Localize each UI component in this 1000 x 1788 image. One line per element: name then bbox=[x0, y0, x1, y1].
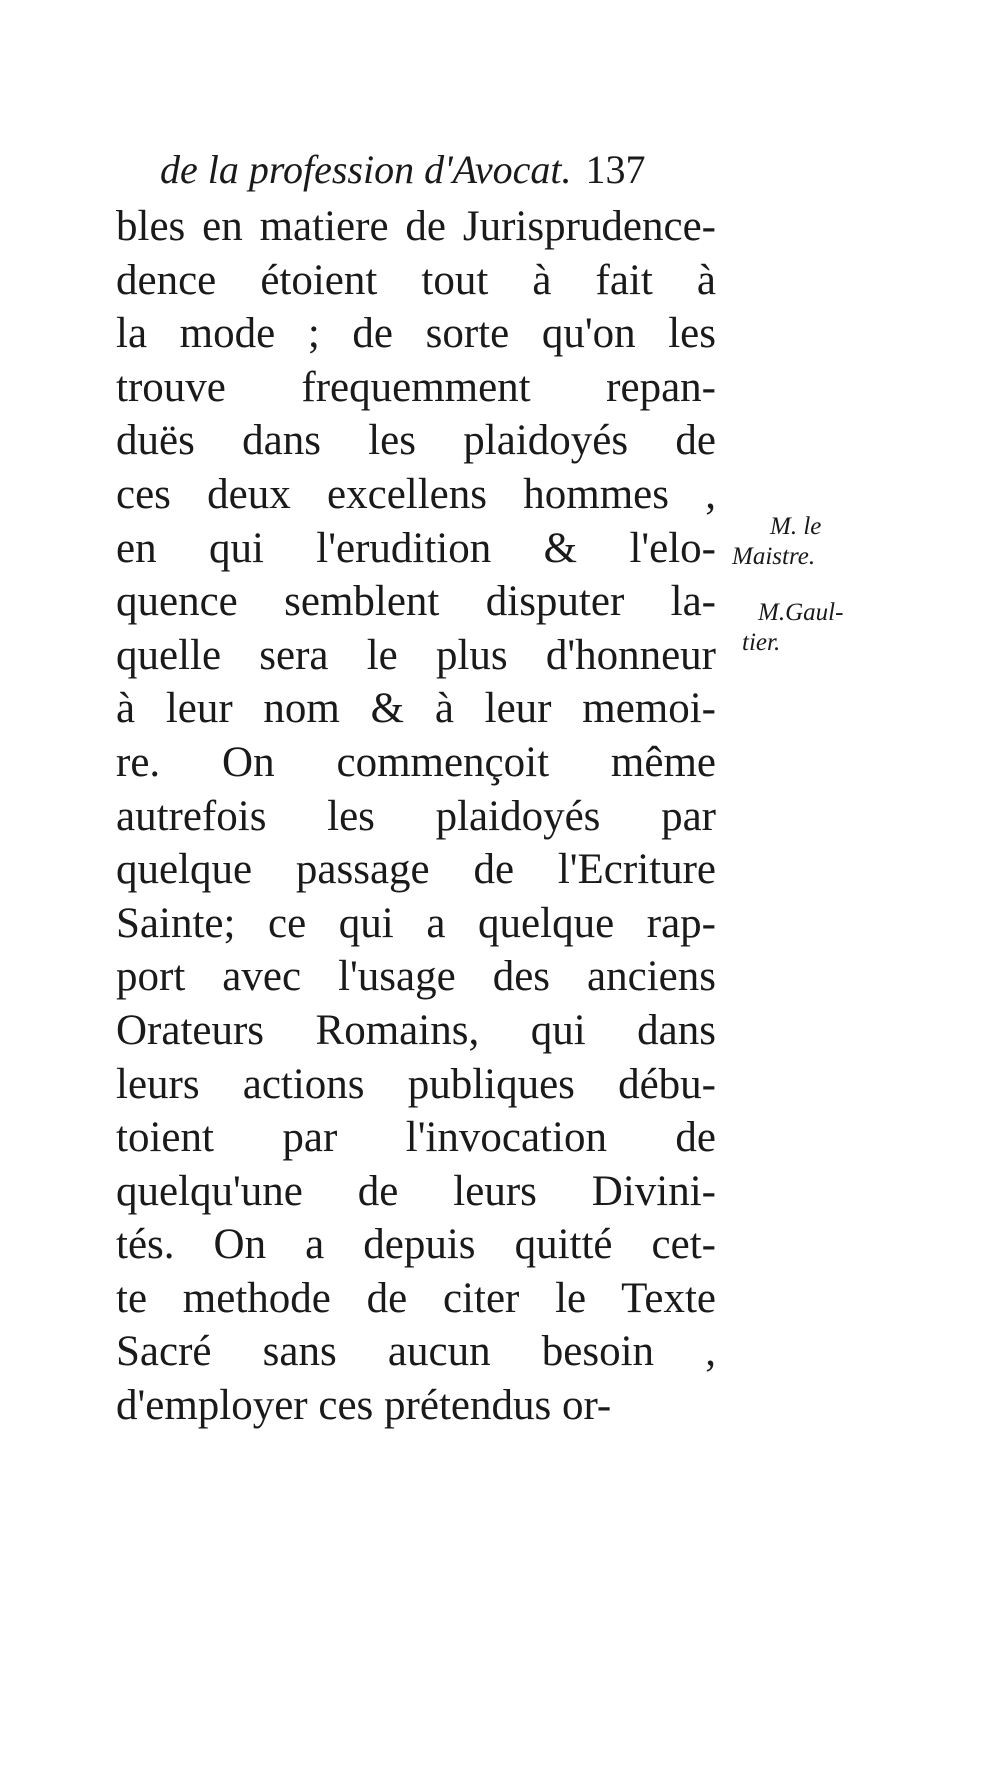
text-line: à leur nom & à leur memoi- bbox=[116, 685, 716, 733]
text-line: quence semblent disputer la- bbox=[116, 578, 716, 626]
text-line: Orateurs Romains, qui dans bbox=[116, 1006, 716, 1054]
text-line: toient par l'invocation de bbox=[116, 1114, 716, 1162]
marginal-note-line: Maistre. bbox=[732, 543, 816, 570]
text-line: te methode de citer le Texte bbox=[116, 1274, 716, 1322]
marginal-note-gaultier bbox=[742, 598, 898, 658]
text-line: Sacré sans aucun besoin , bbox=[116, 1328, 716, 1376]
text-line: la mode ; de sorte qu'on les bbox=[116, 310, 716, 358]
body-text bbox=[116, 200, 716, 1433]
page-number: 137 bbox=[585, 147, 646, 192]
text-line: port avec l'usage des anciens bbox=[116, 953, 716, 1001]
text-line: trouve frequemment repan- bbox=[116, 363, 716, 411]
text-line: bles en matiere de Jurisprudence- bbox=[116, 203, 716, 250]
text-line: autrefois les plaidoyés par bbox=[116, 792, 716, 840]
marginal-note-line: M.Gaul- bbox=[758, 599, 844, 626]
text-line: dence étoient tout à fait à bbox=[116, 256, 716, 304]
text-line: duës dans les plaidoyés de bbox=[116, 417, 716, 465]
text-line: ces deux excellens hommes , bbox=[116, 470, 716, 518]
text-line: leurs actions publiques débu- bbox=[116, 1060, 716, 1108]
text-line: quelle sera le plus d'honneur bbox=[116, 631, 716, 679]
text-line: en qui l'erudition & l'elo- bbox=[116, 524, 716, 572]
text-line: Sainte; ce qui a quelque rap- bbox=[116, 899, 716, 947]
running-title: de la profession d'Avocat. bbox=[160, 147, 572, 192]
text-line: tés. On a depuis quitté cet- bbox=[116, 1221, 716, 1269]
text-line: re. On commençoit même bbox=[116, 738, 716, 786]
text-line: quelqu'une de leurs Divini- bbox=[116, 1167, 716, 1215]
marginal-note-line: M. le bbox=[770, 513, 822, 540]
marginal-note-line: tier. bbox=[742, 629, 781, 656]
text-line: quelque passage de l'Ecriture bbox=[116, 846, 716, 894]
text-line: d'employer ces prétendus or- bbox=[116, 1382, 612, 1430]
running-head bbox=[160, 145, 720, 195]
marginal-note-le-maistre bbox=[730, 512, 880, 572]
